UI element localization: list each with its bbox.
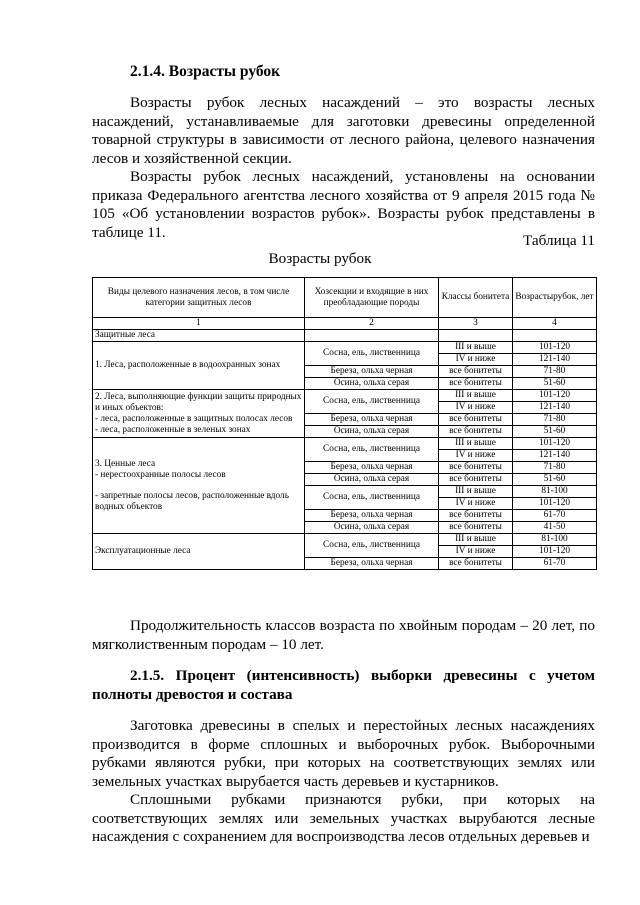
- bonitet-cell: IV и ниже: [439, 450, 513, 462]
- category-cell: [93, 534, 305, 570]
- age-cell: 61-70: [513, 510, 597, 522]
- age-cell: 121-140: [513, 354, 597, 366]
- column-number: 3: [439, 318, 513, 330]
- table-title: Возрасты рубок: [268, 250, 372, 267]
- age-cell: 81-100: [513, 486, 597, 498]
- age-cell: 51-60: [513, 378, 597, 390]
- bonitet-cell: все бонитеты: [439, 378, 513, 390]
- age-cell: 61-70: [513, 558, 597, 570]
- table-row: [93, 438, 597, 450]
- column-number: 2: [305, 318, 439, 330]
- age-cell: 101-120: [513, 498, 597, 510]
- bonitet-cell: III и выше: [439, 390, 513, 402]
- bonitet-cell: все бонитеты: [439, 522, 513, 534]
- category-cell: [93, 390, 305, 438]
- age-cell: 101-120: [513, 546, 597, 558]
- species-cell: Осина, ольха серая: [305, 426, 439, 438]
- category-line: Эксплуатационные леса: [95, 546, 191, 556]
- bonitet-cell: все бонитеты: [439, 366, 513, 378]
- bonitet-cell: III и выше: [439, 486, 513, 498]
- age-cell: 71-80: [513, 462, 597, 474]
- bonitet-cell: III и выше: [439, 534, 513, 546]
- table-row: [93, 534, 597, 546]
- species-cell: Береза, ольха черная: [305, 414, 439, 426]
- category-line: 2. Леса, выполняющие функции защиты природных и иных объектов:: [95, 391, 302, 413]
- species-cell: Сосна, ель, лиственница: [305, 390, 439, 414]
- category-line: - нерестоохранные полосы лесов: [95, 469, 226, 480]
- bonitet-cell: III и выше: [439, 438, 513, 450]
- age-cell: 41-50: [513, 522, 597, 534]
- bonitet-cell: все бонитеты: [439, 474, 513, 486]
- table-row: [93, 342, 597, 354]
- paragraph-clear-cutting: Сплошными рубками признаются рубки, при которых на соответствующих землях или земельных участках вырубаются лесные насаждения с сохранением для воспроизводства лесов отдельных деревьев и: [92, 791, 595, 846]
- bonitet-cell: IV и ниже: [439, 546, 513, 558]
- section-heading-2-1-5: 2.1.5. Процент (интенсивность) выборки древесины с учетом полноты древостоя и состава: [92, 667, 595, 703]
- age-cell: 101-120: [513, 438, 597, 450]
- column-number-row: [93, 318, 597, 330]
- category-line: - леса, расположенные в защитных полосах лесов: [95, 413, 293, 424]
- table-caption: Таблица 11: [523, 232, 595, 249]
- age-cell: 121-140: [513, 402, 597, 414]
- paragraph-harvesting: Заготовка древесины в спелых и перестойных лесных насаждениях производится в форме сплошных и выборочных рубок. Выборочными рубками являются рубки, при которых на соответствующих землях или земельных участках вырубается часть деревьев и кустарников.: [92, 717, 595, 790]
- bonitet-cell: III и выше: [439, 342, 513, 354]
- species-cell: Сосна, ель, лиственница: [305, 342, 439, 366]
- age-cell: 71-80: [513, 414, 597, 426]
- species-cell: Сосна, ель, лиственница: [305, 486, 439, 510]
- table-row: [93, 390, 597, 402]
- bonitet-cell: IV и ниже: [439, 498, 513, 510]
- age-cell: 101-120: [513, 390, 597, 402]
- species-cell: Береза, ольха черная: [305, 462, 439, 474]
- bonitet-cell: все бонитеты: [439, 462, 513, 474]
- category-line: - леса, расположенные в зеленых зонах: [95, 424, 251, 435]
- age-cell: 51-60: [513, 474, 597, 486]
- age-cell: 51-60: [513, 426, 597, 438]
- category-cell: [93, 438, 305, 534]
- species-cell: Береза, ольха черная: [305, 510, 439, 522]
- bonitet-cell: все бонитеты: [439, 558, 513, 570]
- category-line: 3. Ценные леса: [95, 458, 156, 469]
- age-cell: 121-140: [513, 450, 597, 462]
- section-heading-2-1-4: 2.1.4. Возрасты рубок: [130, 63, 281, 80]
- paragraph-order: Возрасты рубок лесных насаждений, установлены на основании приказа Федерального агентства лесного хозяйства от 9 апреля 2015 года № 105 «Об установлении возрастов рубок». Возрасты рубок представлены в таблице 11.: [92, 168, 595, 241]
- header-bonitet: Классы бонитета: [439, 278, 513, 318]
- species-cell: Осина, ольха серая: [305, 474, 439, 486]
- age-cell: 101-120: [513, 342, 597, 354]
- species-cell: Осина, ольха серая: [305, 522, 439, 534]
- protective-forests-label: Защитные леса: [93, 330, 305, 342]
- header-purpose: Виды целевого назначения лесов, в том числе категории защитных лесов: [93, 278, 305, 318]
- category-line: 1. Леса, расположенные в водоохранных зонах: [95, 360, 281, 370]
- age-cell: 81-100: [513, 534, 597, 546]
- protective-forests-row: [93, 330, 597, 342]
- species-cell: Сосна, ель, лиственница: [305, 534, 439, 558]
- bonitet-cell: IV и ниже: [439, 402, 513, 414]
- bonitet-cell: все бонитеты: [439, 414, 513, 426]
- species-cell: Береза, ольха черная: [305, 558, 439, 570]
- category-cell: [93, 342, 305, 390]
- header-cutting-age: Возрастырубок, лет: [513, 278, 597, 318]
- paragraph-age-classes: Продолжительность классов возраста по хвойным породам – 20 лет, по мягколиственным породам – 10 лет.: [92, 617, 595, 653]
- cutting-ages-table: [92, 277, 597, 570]
- bonitet-cell: все бонитеты: [439, 510, 513, 522]
- bonitet-cell: IV и ниже: [439, 354, 513, 366]
- species-cell: Осина, ольха серая: [305, 378, 439, 390]
- age-cell: 71-80: [513, 366, 597, 378]
- column-number: 4: [513, 318, 597, 330]
- header-sections: Хозсекции и входящие в них преобладающие породы: [305, 278, 439, 318]
- species-cell: Береза, ольха черная: [305, 366, 439, 378]
- category-line: - запретные полосы лесов, расположенные вдоль водных объектов: [95, 490, 289, 512]
- paragraph-definition: Возрасты рубок лесных насаждений – это возрасты лесных насаждений, устанавливаемые для заготовки древесины определенной товарной структуры в зависимости от лесного района, целевого назначения лесов и хозяйственной секции.: [92, 94, 595, 167]
- species-cell: Сосна, ель, лиственница: [305, 438, 439, 462]
- bonitet-cell: все бонитеты: [439, 426, 513, 438]
- table-header-row: [93, 278, 597, 318]
- column-number: 1: [93, 318, 305, 330]
